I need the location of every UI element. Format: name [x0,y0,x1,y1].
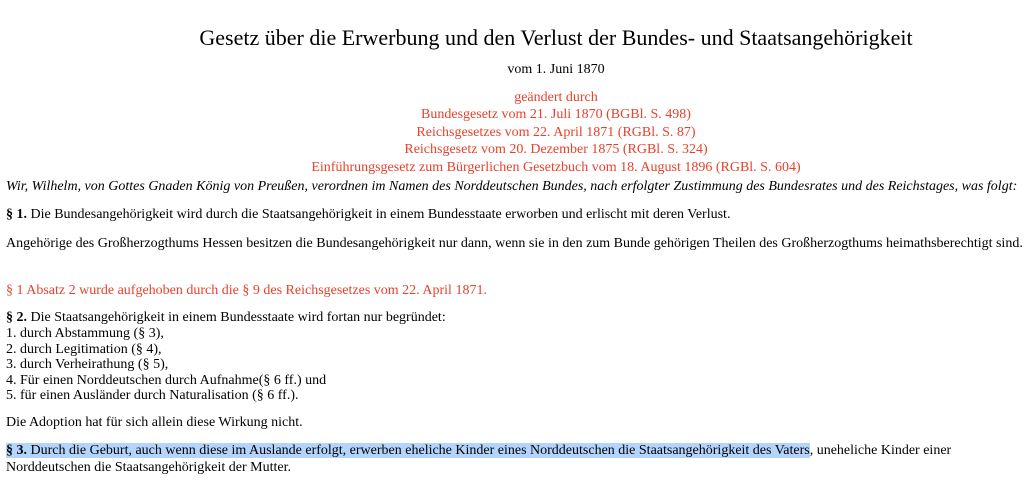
list-item: 4. Für einen Norddeutschen durch Aufnahme(§ 6 ff.) und [6,372,327,388]
section-2-adoption-note: Die Adoption hat für sich allein diese Wirkung nicht. [6,415,303,430]
section-1-label: § 1. [6,207,27,222]
section-3-label: § 3. [6,443,27,458]
list-item: 3. durch Verheirathung (§ 5), [6,357,169,373]
amendment-link-2[interactable]: Reichsgesetzes vom 22. April 1871 (RGBl. S. 87) [416,124,696,140]
list-item: 1. durch Abstammung (§ 3), [6,326,164,341]
preamble: Wir, Wilhelm, von Gottes Gnaden König von Preußen, verordnen im Namen des Norddeutschen Bundes, nach erfolgter Zustimmung des Bundesrates und des Reichstages, was folgt: [6,179,1018,194]
list-item: 2. durch Legitimation (§ 4), [6,341,162,357]
amendment-link-4[interactable]: Einführungsgesetz zum Bürgerlichen Gesetzbuch vom 18. August 1896 (RGBl. S. 604) [311,159,801,175]
section-1-text: Die Bundesangehörigkeit wird durch die Staatsangehörigkeit in einem Bundesstaate erworben und erlischt mit deren Verlust. [27,207,731,222]
page-title: Gesetz über die Erwerbung und den Verlust der Bundes- und Staatsangehörigkeit [199,25,913,50]
section-3-highlighted-text: Durch die Geburt, auch wenn diese im Auslande erfolgt, erwerben eheliche Kinder eines Norddeutschen die Staatsangehörigkeit des Vaters [27,443,810,458]
section-1-paragraph-2: Angehörige des Großherzogthums Hessen besitzen die Bundesangehörigkeit nur dann, wenn sie in den zum Bunde gehörigen Theilen des Großherzogthums heimathsberechtigt sind. [6,236,1023,251]
amendments-heading: geändert durch [514,90,598,105]
section-1-repeal-note[interactable]: § 1 Absatz 2 wurde aufgehoben durch die § 9 des Reichsgesetzes vom 22. April 1871. [6,283,487,298]
section-2-list [6,326,326,404]
section-3-paragraph [6,442,1011,476]
section-2-text: Die Staatsangehörigkeit in einem Bundesstaate wird fortan nur begründet: [27,310,446,325]
section-2-label: § 2. [6,310,27,325]
amendment-link-1[interactable]: Bundesgesetz vom 21. Juli 1870 (BGBl. S. 498) [421,107,691,123]
amendment-link-3[interactable]: Reichsgesetz vom 20. Dezember 1875 (RGBl. S. 324) [404,142,708,158]
section-1-paragraph-1 [6,206,730,223]
selected-text[interactable] [6,443,810,458]
section-3-rest-text: , uneheliche Kinder einer Norddeutschen die Staatsangehörigkeit der Mutter. [6,443,952,475]
amendments-block [6,89,1024,176]
section-2-paragraph-1 [6,309,446,326]
law-date: vom 1. Juni 1870 [507,62,605,77]
list-item: 5. für einen Ausländer durch Naturalisation (§ 6 ff.). [6,388,299,404]
